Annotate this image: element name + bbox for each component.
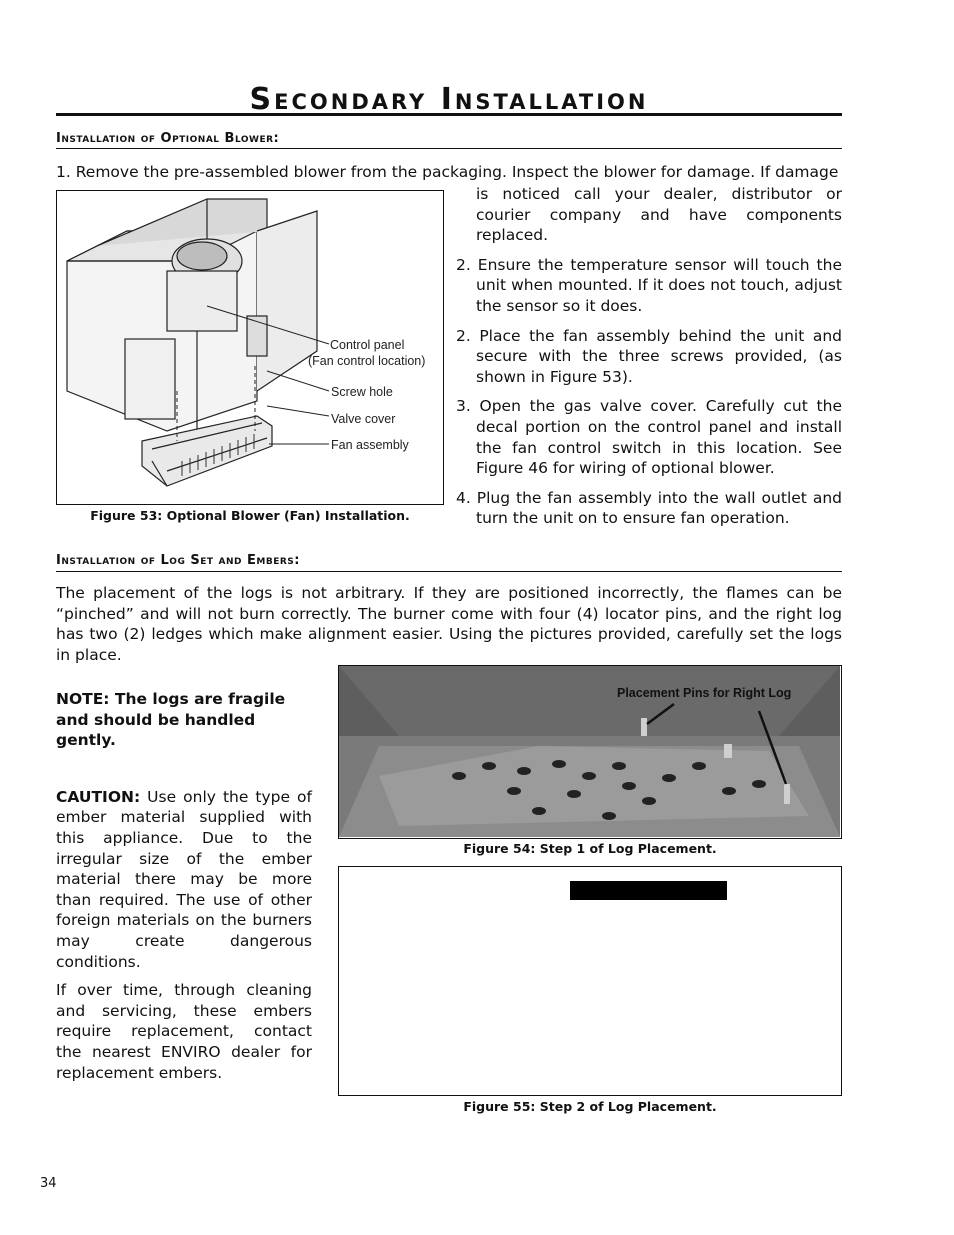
replacement-paragraph: If over time, through cleaning and servicing, these embers require replacement, contact the nearest ENVIRO dealer for replacement embers. bbox=[56, 981, 312, 1082]
label-screw-hole: Screw hole bbox=[331, 385, 393, 399]
step-3: 3. Open the gas valve cover. Carefully cut the decal portion on the control panel and install the fan control switch in this location. See Figure 46 for wiring of optional blower. bbox=[456, 397, 842, 478]
step-2b: 2. Place the fan assembly behind the unit and secure with the three screws provided, (as shown in Figure 53). bbox=[456, 326, 842, 386]
redaction-bar bbox=[570, 881, 727, 900]
caution-paragraph bbox=[56, 787, 312, 972]
section-rule-logs bbox=[56, 571, 842, 572]
step-4: 4. Plug the fan assembly into the wall outlet and turn the unit on to ensure fan operation. bbox=[456, 488, 842, 528]
section-heading-logs: Installation of Log Set and Embers: bbox=[56, 553, 300, 568]
label-fan-assembly: Fan assembly bbox=[331, 438, 409, 452]
step-2a: 2. Ensure the temperature sensor will touch the unit when mounted. If it does not touch, adjust the sensor so it does. bbox=[456, 255, 842, 315]
fragile-note: NOTE: The logs are fragile and should be handled gently. bbox=[56, 690, 286, 750]
step-1-first-line: 1. Remove the pre-assembled blower from the packaging. Inspect the blower for damage. If damage bbox=[56, 163, 839, 181]
logs-notes-column bbox=[56, 689, 312, 1083]
section-rule-blower bbox=[56, 148, 842, 149]
figure-55-caption: Figure 55: Step 2 of Log Placement. bbox=[463, 1099, 717, 1114]
label-control-panel: Control panel bbox=[330, 338, 405, 352]
title-rule bbox=[56, 113, 842, 116]
caution-label: CAUTION: bbox=[56, 787, 141, 806]
figure-53-caption: Figure 53: Optional Blower (Fan) Installation. bbox=[90, 508, 410, 523]
page-title: Secondary Installation bbox=[249, 82, 649, 117]
section-heading-blower: Installation of Optional Blower: bbox=[56, 131, 280, 146]
figure-55-box bbox=[338, 866, 842, 1096]
figure-54-photo bbox=[338, 665, 842, 839]
placement-pins-label: Placement Pins for Right Log bbox=[617, 686, 792, 700]
logs-intro: The placement of the logs is not arbitrary. If they are positioned incorrectly, the flames can be “pinched” and will not burn correctly. The burner come with four (4) locator pins, and the right log has two (2) ledges which make alignment easier. Using the pictures provided, carefully set the logs in place. bbox=[56, 584, 842, 664]
figure-54-caption: Figure 54: Step 1 of Log Placement. bbox=[463, 841, 717, 856]
blower-steps-column bbox=[456, 184, 842, 529]
caution-text: Use only the type of ember material supplied with this appliance. Due to the irregular size of the ember material there may be more than required. The use of other foreign materials on the burners may create dangerous conditions. bbox=[56, 787, 312, 971]
figure-53-box bbox=[56, 190, 444, 505]
label-valve-cover: Valve cover bbox=[331, 412, 396, 426]
step-1-continued: is noticed call your dealer, distributor or courier company and have components replaced. bbox=[476, 185, 842, 245]
page-number: 34 bbox=[40, 1176, 57, 1191]
label-fan-control-location: (Fan control location) bbox=[308, 354, 426, 368]
